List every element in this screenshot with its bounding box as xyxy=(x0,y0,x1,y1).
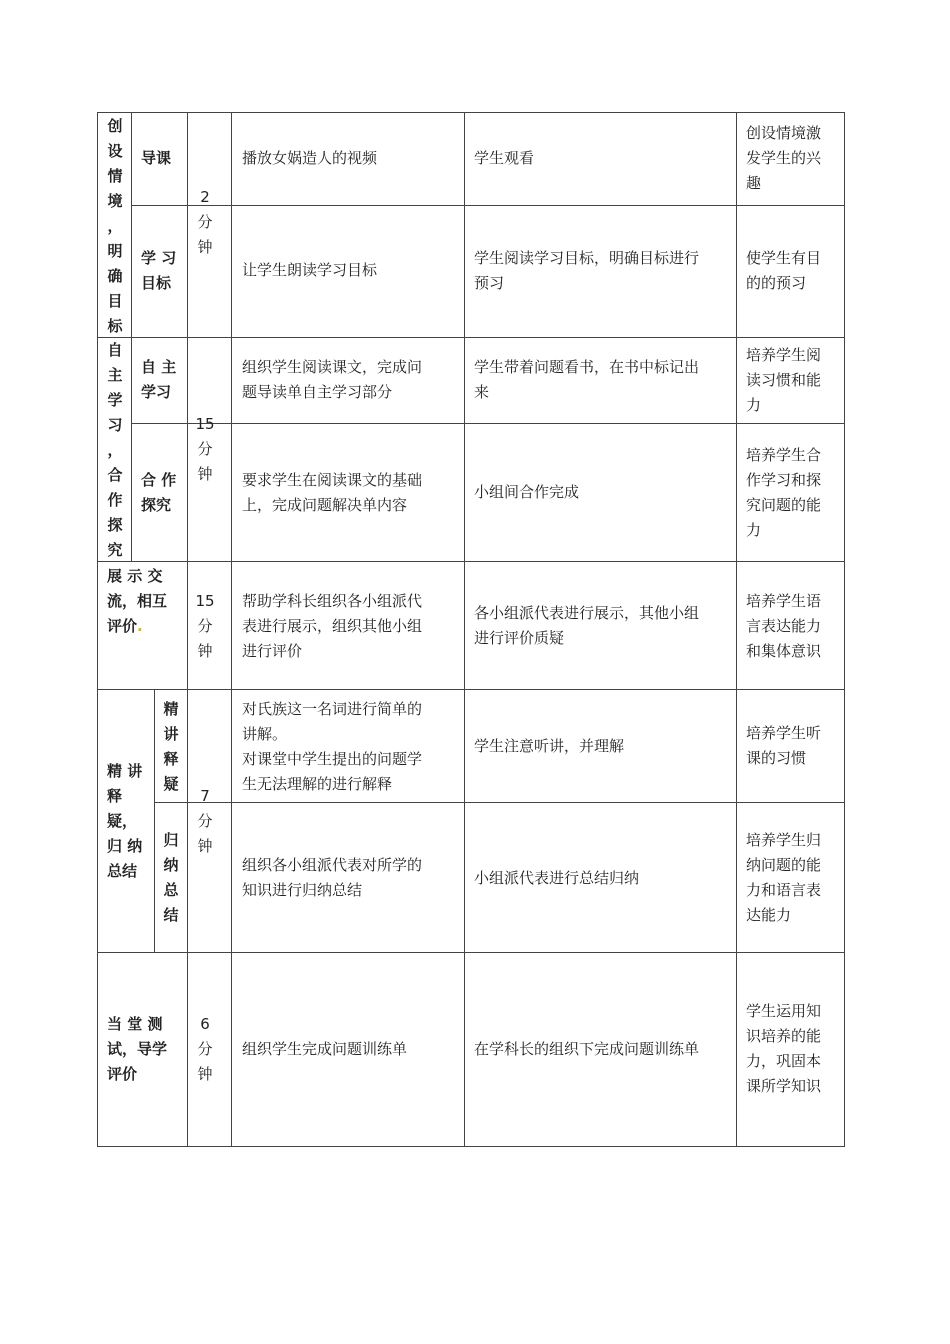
row-sep xyxy=(97,561,845,562)
col-sep xyxy=(736,112,737,1147)
student-activity: 学生注意听讲，并理解 xyxy=(474,737,625,755)
teacher-activity: 组织学生阅读课文，完成问 题导读单自主学习部分 xyxy=(242,358,423,401)
step-name: 归 纳 总 结 xyxy=(163,831,179,924)
design-purpose: 培养学生合 作学习和探 究问题的能 力 xyxy=(746,446,822,539)
time-label: 2 分 钟 xyxy=(197,188,213,256)
teacher-activity: 播放女娲造人的视频 xyxy=(242,149,378,167)
step-name: 合 作 探究 xyxy=(141,471,177,514)
stage-label: 当 堂 测 试，导学 评价 xyxy=(107,1015,168,1083)
design-purpose: 培养学生阅 读习惯和能 力 xyxy=(746,346,822,414)
student-activity: 学生带着问题看书，在书中标记出 来 xyxy=(474,358,700,401)
student-activity: 在学科长的组织下完成问题训练单 xyxy=(474,1040,700,1058)
teacher-activity: 对氏族这一名词进行简单的 讲解。 对课堂中学生提出的问题学 生无法理解的进行解释 xyxy=(242,700,423,793)
row-sep xyxy=(97,689,845,690)
stage-label: 展 示 交 流，相互 评价. xyxy=(107,567,168,635)
design-purpose: 培养学生听 课的习惯 xyxy=(746,724,822,767)
table-top-border xyxy=(97,112,845,113)
teacher-activity: 组织学生完成问题训练单 xyxy=(242,1040,408,1058)
col-sep xyxy=(231,112,232,1147)
student-activity: 小组间合作完成 xyxy=(474,483,580,501)
design-purpose: 创设情境激 发学生的兴 趣 xyxy=(746,124,822,192)
step-name: 导课 xyxy=(141,149,172,167)
design-purpose: 培养学生归 纳问题的能 力和语言表 达能力 xyxy=(746,831,822,924)
row-sep xyxy=(131,205,845,206)
stage-label-line: 评价 xyxy=(107,617,138,635)
time-label: 15 分 钟 xyxy=(195,415,215,483)
design-purpose: 培养学生语 言表达能力 和集体意识 xyxy=(746,592,822,660)
stage-label: 自 主 学 习 ， 合 作 探 究 xyxy=(107,341,123,559)
stage-label: 创 设 情 境 ， 明 确 目 标 xyxy=(107,117,123,335)
student-activity: 学生阅读学习目标，明确目标进行 预习 xyxy=(474,249,700,292)
col-sep xyxy=(464,112,465,1147)
marker-dot: . xyxy=(137,617,143,635)
table-left-border xyxy=(97,112,98,1147)
stage-label: 精 讲 释 疑， 归 纳 总结 xyxy=(107,762,143,880)
design-purpose: 学生运用知 识培养的能 力，巩固本 课所学知识 xyxy=(746,1002,822,1095)
col-sep xyxy=(154,689,155,952)
student-activity: 学生观看 xyxy=(474,149,535,167)
col-sep xyxy=(131,112,132,561)
row-sep xyxy=(131,423,845,424)
teacher-activity: 让学生朗读学习目标 xyxy=(242,261,378,279)
student-activity: 小组派代表进行总结归纳 xyxy=(474,869,640,887)
row-sep xyxy=(97,952,845,953)
teacher-activity: 组织各小组派代表对所学的 知识进行归纳总结 xyxy=(242,856,423,899)
row-sep xyxy=(97,337,845,338)
teacher-activity: 帮助学科长组织各小组派代 表进行展示，组织其他小组 进行评价 xyxy=(242,592,423,660)
time-label: 15 分 钟 xyxy=(195,592,215,660)
student-activity: 各小组派代表进行展示，其他小组 进行评价质疑 xyxy=(474,604,700,647)
step-name: 精 讲 释 疑 xyxy=(163,700,179,793)
time-label: 7 分 钟 xyxy=(197,787,213,855)
col-sep xyxy=(187,112,188,1147)
time-label: 6 分 钟 xyxy=(197,1015,213,1083)
design-purpose: 使学生有目 的的预习 xyxy=(746,249,822,292)
row-sep xyxy=(154,802,845,803)
step-name: 学 习 目标 xyxy=(141,249,177,292)
teacher-activity: 要求学生在阅读课文的基础 上，完成问题解决单内容 xyxy=(242,471,423,514)
step-name: 自 主 学习 xyxy=(141,358,177,401)
